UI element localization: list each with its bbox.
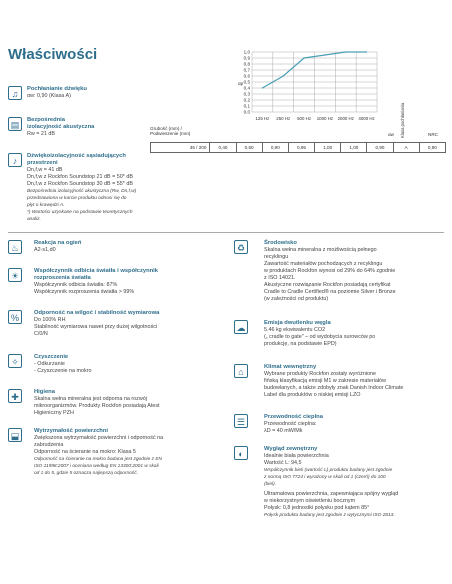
co2-emission: Emisja dwutlenku węgla 5.46 kg ekwiwalentu CO2 („ cradle to gate" – od wydobycia surowców po produkcję, na podstawie EPD) bbox=[264, 320, 376, 347]
hygiene: Higiena Skalna wełna mineralna jest odporna na rozwój mikroorganizmów. Produkty Rockfon posiadają Atest Higieniczny PZH bbox=[34, 389, 160, 416]
hygiene-icon: ✚ bbox=[8, 389, 22, 403]
appearance: Wygląd zewnętrzny Idealnie biała powierzchnia Wartość L: 94,5 Współczynnik bieli (wartość L) produktu badany jest zgodnie z normą ISO 7724 i wyrażony w skali od 1 (czerń) do 100 (biel). Ultramatowa powierzchnia, zapewniająca spójny wygląd w niekorzystnym oświetleniu bocznym Połysk: 0,8 jednostki połysku pod kątem 85° Połysk produktu badany jest zgodnie z wytycznymi ISO 2813. bbox=[264, 446, 399, 518]
y-tick-label: 0,1 bbox=[243, 103, 250, 109]
room-icon: ♪ bbox=[8, 153, 22, 167]
cleaning: Czyszczenie - Odkurzanie - Czyszczenie na mokro bbox=[34, 354, 92, 374]
data-point bbox=[262, 87, 263, 88]
data-point bbox=[366, 51, 367, 52]
table-cell: 0,95 bbox=[289, 143, 315, 152]
divider bbox=[8, 232, 444, 233]
x-tick-label: 1000 Hz bbox=[316, 116, 334, 121]
sound-absorption: Pochłanianie dźwięku αw: 0,90 (Klasa A) bbox=[27, 86, 87, 99]
x-tick-label: 500 Hz bbox=[297, 116, 312, 121]
absorption-chart bbox=[238, 48, 412, 130]
y-tick-label: 1,0 bbox=[243, 49, 250, 55]
table-cell: 0,90 bbox=[367, 143, 393, 152]
table-cell: A bbox=[394, 143, 420, 152]
y-axis-label: αp bbox=[238, 81, 244, 86]
environment: Środowisko Skalna wełna mineralna z możliwością pełnego recyklingu Zawartość materiałów pochodzących z recyklingu w produktach Rockfon wynosi od 29% do 64% zgodnie z ISO 14021. Akustyczne rozwiązanie Rockfon posiadają certyfikat Cradle to Cradle Certified® na poziomie Silver i Bronze (w zależności od produktu) bbox=[264, 240, 396, 302]
humidity-resistance: Odporność na wilgoć i stabilność wymiarowa Do 100% RH Stabilność wymiarowa nawet przy dużej wilgotności C/0/N bbox=[34, 310, 160, 337]
page-title: Właściwości bbox=[8, 46, 98, 63]
climate-icon: ⌂ bbox=[234, 364, 248, 378]
y-tick-label: 0,5 bbox=[243, 79, 250, 85]
absorption-table bbox=[150, 142, 446, 153]
table-cell: 0,40 bbox=[210, 143, 236, 152]
y-tick-label: 0,3 bbox=[243, 91, 250, 97]
table-cell: 0,60 bbox=[237, 143, 263, 152]
surface-strength: Wytrzymałość powierzchni Zwiększona wytrzymałość powierzchni i odporność na zabrudzenia Odporność na ścieranie na mokro: Klasa 5 Odporność na ścieranie na mokro badana jest zgodnie z EN ISO 11998:2007 i oceniana według EN 13300:2001 w skali od 1 do 5, gdzie 5 oznacza najlepszą odporność. bbox=[34, 428, 164, 476]
x-tick-label: 250 Hz bbox=[276, 116, 291, 121]
table-cell: 1,00 bbox=[341, 143, 367, 152]
aw-label: αw bbox=[388, 132, 394, 137]
y-tick-label: 0,2 bbox=[243, 97, 250, 103]
data-point bbox=[324, 54, 325, 55]
nrc-label: NRC bbox=[428, 132, 438, 137]
x-tick-label: 4000 Hz bbox=[358, 116, 375, 121]
light-reflection: Współczynnik odbicia światła i współczynnik rozproszenia światła Współczynnik odbicia światła: 87% Współczynnik rozproszenia światła > 99% bbox=[34, 268, 159, 295]
x-tick-label: 2000 Hz bbox=[337, 116, 354, 121]
fire-icon: ♨ bbox=[8, 240, 22, 254]
class-label: Klasa pochłaniania bbox=[400, 102, 405, 138]
cleaning-icon: ✧ bbox=[8, 354, 22, 368]
y-tick-label: 0,8 bbox=[243, 61, 250, 67]
humidity-icon: % bbox=[8, 310, 22, 324]
insulation-icon: ▤ bbox=[8, 117, 22, 131]
y-tick-label: 0,9 bbox=[243, 55, 250, 61]
room-insulation: Dźwiękoizolacyjność sąsiadujących przestrzeni Dn,f,w = 41 dB Dn,f,w z Rockfon Soundstop 21 dB = 50* dB Dn,f,w z Rockfon Soundstop 30 dB = 55* dB Bezpośrednia izolacyjność akustyczna (Rw, Dn,f,w) przedstawiona w karcie produktu odnosi się do płyt o krawędzi A. *) Wartości uzyskane na podstawie teoretycznych analiz. bbox=[27, 153, 137, 222]
thermal-icon: ☰ bbox=[234, 414, 248, 428]
co2-icon: ☁ bbox=[234, 320, 248, 334]
data-point bbox=[345, 51, 346, 52]
data-point bbox=[303, 57, 304, 58]
appearance-icon: ◐ bbox=[234, 446, 248, 460]
environment-icon: ♻ bbox=[234, 240, 248, 254]
y-tick-label: 0,4 bbox=[243, 85, 250, 91]
y-tick-label: 0,0 bbox=[243, 109, 250, 115]
y-tick-label: 0,7 bbox=[243, 67, 250, 73]
sound-icon: ♫ bbox=[8, 86, 22, 100]
strength-icon: ⬓ bbox=[8, 428, 22, 442]
fire-reaction: Reakcja na ogień A2-s1,d0 bbox=[34, 240, 82, 253]
table-cell: 1,00 bbox=[315, 143, 341, 152]
data-point bbox=[283, 75, 284, 76]
light-icon: ☀ bbox=[8, 268, 22, 282]
x-tick-label: 125 Hz bbox=[255, 116, 270, 121]
table-cell: 0,90 bbox=[427, 145, 437, 150]
table-cell: 35 / 200 bbox=[151, 143, 210, 152]
thickness-label: Grubość (mm) / Podwieszenie (mm) bbox=[150, 126, 191, 136]
y-tick-label: 0,6 bbox=[243, 73, 250, 79]
indoor-climate: Klimat wewnętrzny Wybrane produkty Rockfon zostały wyróżnione fińską klasyfikacją emisji M1 w zakresie materiałów budowlanych, a także zdobyły znak Danish Indoor Climate Label dla produktów o niskiej emisji LZO bbox=[264, 364, 404, 398]
direct-insulation: Bezpośrednia izolacyjność akustyczna Rw = 21 dB bbox=[27, 117, 95, 137]
thermal-conductivity: Przewodność cieplna Przewodność cieplna: λD = 40 mW/Mk bbox=[264, 414, 323, 434]
table-cell: 0,90 bbox=[263, 143, 289, 152]
